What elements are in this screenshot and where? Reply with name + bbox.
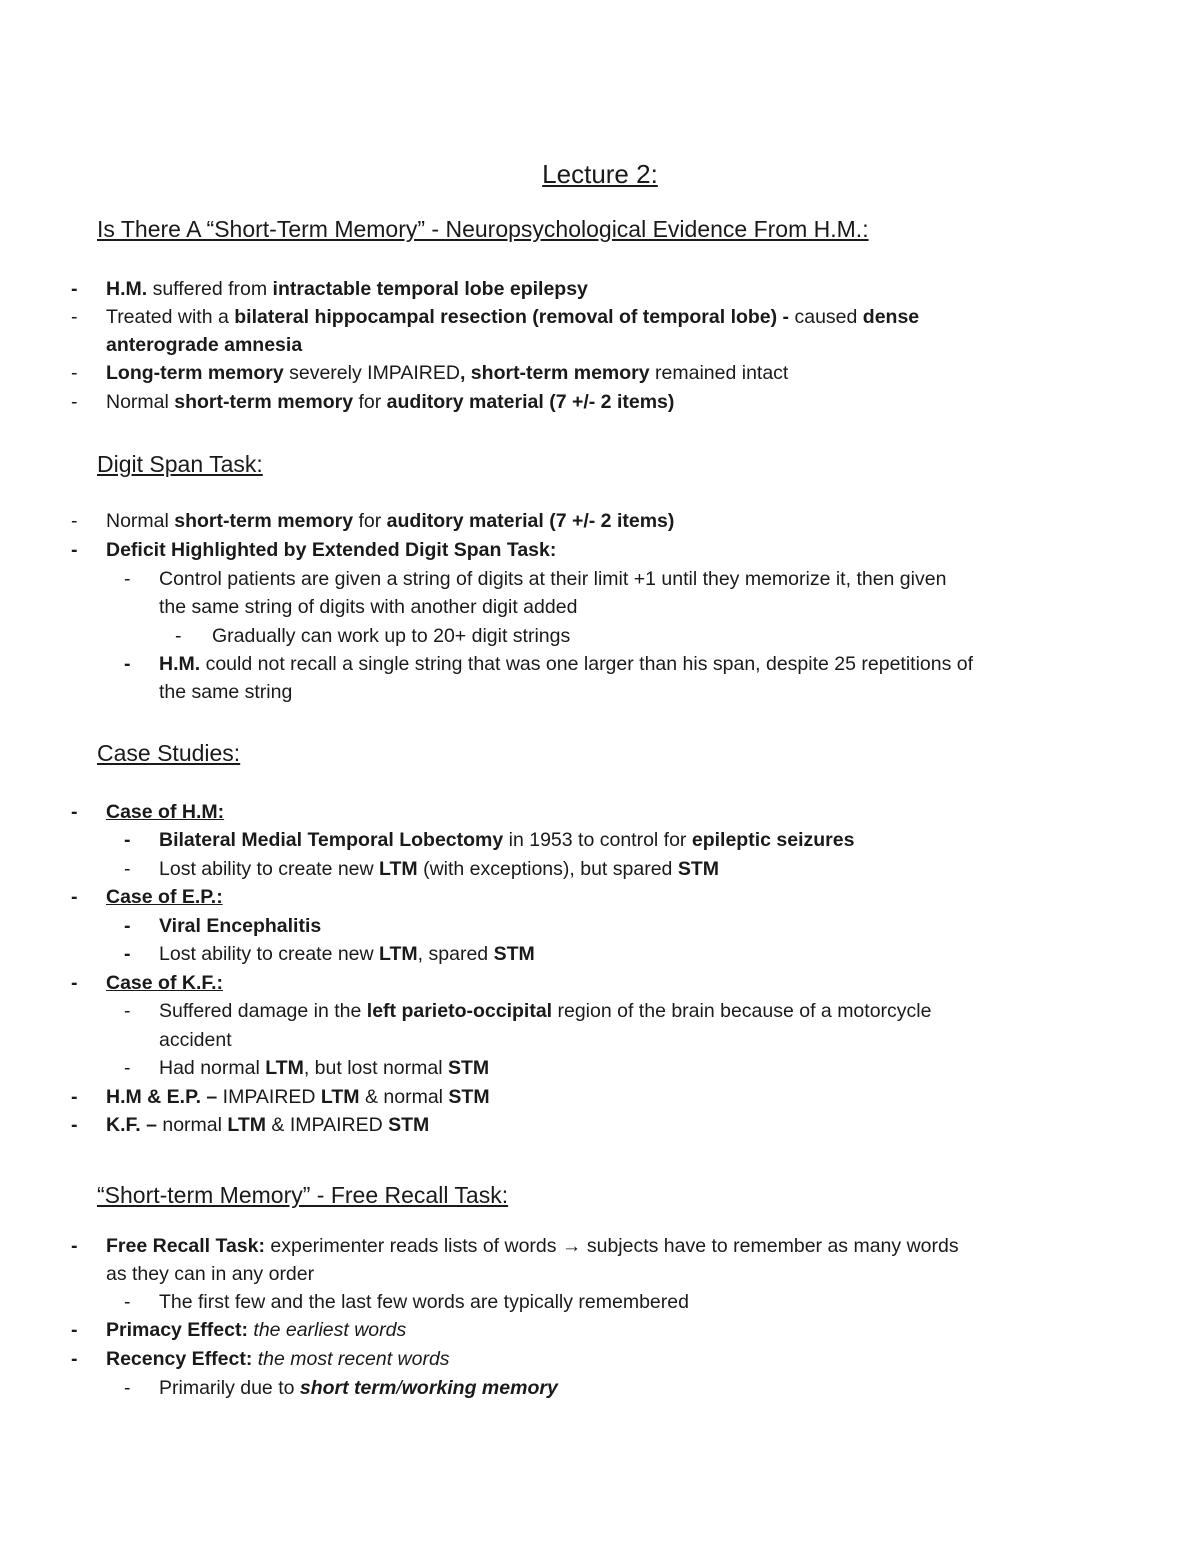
list-item: - Bilateral Medial Temporal Lobectomy in 1953 to control for epileptic seizures — [159, 826, 854, 855]
list-item: - H.M & E.P. – IMPAIRED LTM & normal STM — [106, 1083, 490, 1112]
bullet-dash: - — [124, 829, 131, 851]
bullet-dash: - — [71, 510, 78, 532]
list-item: - Case of E.P.: — [106, 883, 223, 912]
bullet-dash: - — [71, 539, 78, 561]
list-item: - Case of K.F.: — [106, 969, 223, 998]
list-item: - Had normal LTM, but lost normal STM — [159, 1054, 489, 1083]
bullet-dash: - — [71, 1235, 78, 1257]
list-item: - Primacy Effect: the earliest words — [106, 1316, 406, 1345]
bullet-dash: - — [124, 1291, 131, 1313]
section-heading-hm-evidence: Is There A “Short-Term Memory” - Neuropsychological Evidence From H.M.: — [97, 216, 869, 242]
bullet-dash: - — [71, 972, 78, 994]
list-item: - H.M. suffered from intractable temporal lobe epilepsy — [106, 275, 588, 304]
bullet-dash: - — [124, 943, 131, 965]
bullet-dash: - — [124, 568, 131, 590]
bullet-dash: - — [71, 362, 78, 384]
bullet-dash: - — [71, 1348, 78, 1370]
list-item: - K.F. – normal LTM & IMPAIRED STM — [106, 1111, 429, 1140]
bullet-dash: - — [71, 306, 78, 328]
list-item: - Lost ability to create new LTM (with exceptions), but spared STM — [159, 855, 719, 884]
bullet-dash: - — [71, 391, 78, 413]
bullet-dash: - — [71, 1086, 78, 1108]
list-item-continuation: the same string — [159, 681, 293, 703]
section-heading-digit-span: Digit Span Task: — [97, 451, 263, 477]
list-item: - Lost ability to create new LTM, spared STM — [159, 940, 535, 969]
list-item: - Deficit Highlighted by Extended Digit Span Task: — [106, 536, 556, 565]
list-item: - H.M. could not recall a single string that was one larger than his span, despite 25 repetitions of — [159, 650, 973, 679]
bullet-dash: - — [124, 858, 131, 880]
bullet-dash: - — [71, 278, 78, 300]
list-item-continuation: the same string of digits with another digit added — [159, 596, 578, 618]
list-item: - Primarily due to short term/working memory — [159, 1374, 558, 1403]
list-item: - The first few and the last few words are typically remembered — [159, 1288, 689, 1317]
page-title: Lecture 2: — [542, 159, 658, 190]
list-item-continuation: anterograde amnesia — [106, 334, 303, 356]
list-item: - Treated with a bilateral hippocampal resection (removal of temporal lobe) - caused dense — [106, 303, 919, 332]
list-item: - Free Recall Task: experimenter reads lists of words → subjects have to remember as many words — [106, 1232, 959, 1261]
bullet-dash: - — [175, 625, 182, 647]
list-item: - Recency Effect: the most recent words — [106, 1345, 450, 1374]
section-heading-case-studies: Case Studies: — [97, 740, 241, 766]
bullet-dash: - — [71, 886, 78, 908]
list-item: - Gradually can work up to 20+ digit strings — [212, 622, 570, 651]
bullet-dash: - — [124, 653, 131, 675]
list-item-continuation: as they can in any order — [106, 1263, 315, 1285]
list-item: - Viral Encephalitis — [159, 912, 321, 941]
list-item-continuation: accident — [159, 1029, 232, 1051]
bullet-dash: - — [71, 801, 78, 823]
bullet-dash: - — [124, 915, 131, 937]
list-item: - Suffered damage in the left parieto-occipital region of the brain because of a motorcycle — [159, 997, 931, 1026]
list-item: - Normal short-term memory for auditory material (7 +/- 2 items) — [106, 388, 674, 417]
list-item: - Normal short-term memory for auditory material (7 +/- 2 items) — [106, 507, 674, 536]
list-item: - Control patients are given a string of digits at their limit +1 until they memorize it, then given — [159, 565, 946, 594]
section-heading-free-recall: “Short-term Memory” - Free Recall Task: — [97, 1182, 509, 1208]
bullet-dash: - — [71, 1114, 78, 1136]
bullet-dash: - — [71, 1319, 78, 1341]
list-item: - Case of H.M: — [106, 798, 224, 827]
list-item: - Long-term memory severely IMPAIRED, short-term memory remained intact — [106, 359, 788, 388]
bullet-dash: - — [124, 1000, 131, 1022]
bullet-dash: - — [124, 1377, 131, 1399]
bullet-dash: - — [124, 1057, 131, 1079]
